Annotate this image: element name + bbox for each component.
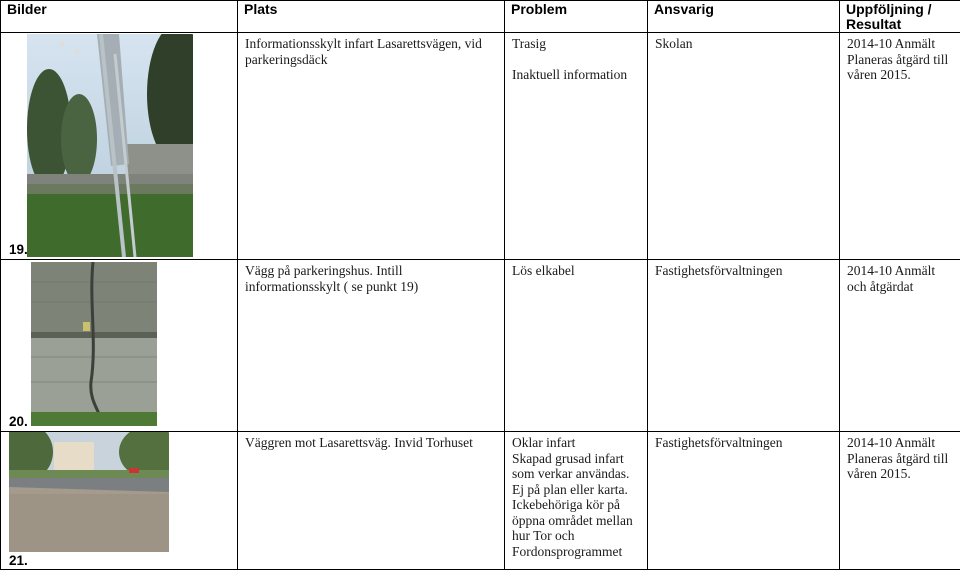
table-row: [1, 33, 960, 260]
table-row: [1, 432, 960, 570]
header-followup: Uppföljning / Resultat: [840, 1, 960, 33]
road-photo: [9, 432, 169, 552]
row-number: 20.: [9, 414, 28, 429]
problem-text: Trasig: [512, 36, 546, 51]
problem-detail: Skapad grusad infart som verkar användas. Ej på plan eller karta. Ickebehöriga kör på öppna området mellan hur Tor och Fordonsprogrammet: [512, 451, 633, 559]
image-cell: [1, 33, 238, 260]
image-cell: [1, 432, 238, 570]
problem-detail: Inaktuell information: [512, 67, 627, 82]
responsible-cell: Skolan: [648, 33, 840, 260]
problem-text: Oklar infart: [512, 435, 575, 450]
responsible-cell: Fastighetsförvaltningen: [648, 432, 840, 570]
followup-cell: 2014-10 Anmält och åtgärdat: [840, 260, 960, 432]
sign-photo: [27, 34, 193, 257]
table-row: [1, 260, 960, 432]
header-images: Bilder: [1, 1, 238, 33]
location-cell: Informationsskylt infart Lasarettsvägen, vid parkeringsdäck: [238, 33, 505, 260]
row-number: 19.: [9, 242, 28, 257]
location-cell: Vägg på parkeringshus. Intill informationsskylt ( se punkt 19): [238, 260, 505, 432]
problem-cell: [505, 33, 648, 260]
image-cell: [1, 260, 238, 432]
header-location: Plats: [238, 1, 505, 33]
header-row: [1, 1, 960, 33]
location-cell: Väggren mot Lasarettsväg. Invid Torhuset: [238, 432, 505, 570]
followup-cell: 2014-10 Anmält Planeras åtgärd till våren 2015.: [840, 432, 960, 570]
header-responsible: Ansvarig: [648, 1, 840, 33]
problem-cell: [505, 432, 648, 570]
header-problem: Problem: [505, 1, 648, 33]
followup-cell: 2014-10 Anmält Planeras åtgärd till våren 2015.: [840, 33, 960, 260]
wall-photo: [31, 262, 157, 426]
responsible-cell: Fastighetsförvaltningen: [648, 260, 840, 432]
problem-cell: Lös elkabel: [505, 260, 648, 432]
row-number: 21.: [9, 553, 28, 568]
